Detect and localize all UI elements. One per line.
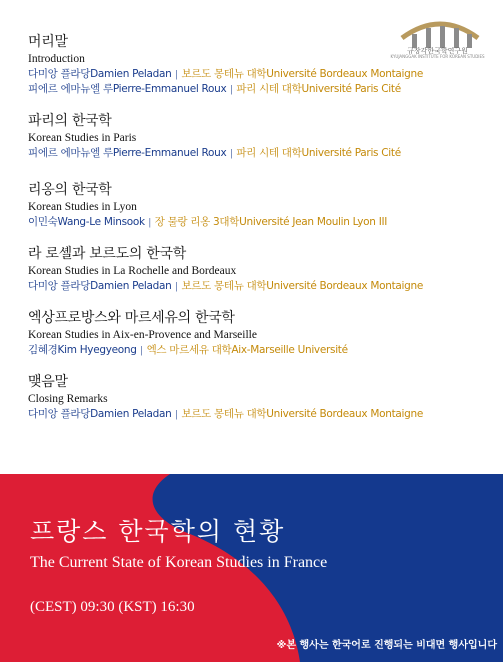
logo-subtitle: KYUJANGGAK INSTITUTE FOR KOREAN STUDIES (390, 54, 485, 59)
program-section (28, 372, 498, 422)
speaker-line (28, 215, 498, 230)
separator: | (230, 147, 233, 159)
speaker-affiliation: 파리 시테 대학Université Paris Cité (236, 147, 401, 159)
speaker-name: 피에르 에마뉴엘 루Pierre-Emmanuel Roux (28, 147, 227, 159)
banner-subtitle: The Current State of Korean Studies in France (30, 554, 328, 571)
speaker-line (28, 279, 498, 294)
separator: | (175, 68, 178, 80)
section-title-ko: 머리말 (28, 34, 68, 50)
separator: | (148, 216, 151, 228)
section-title-ko: 엑상프로방스와 마르세유의 한국학 (28, 310, 235, 326)
section-title-ko: 파리의 한국학 (28, 113, 112, 129)
separator: | (140, 344, 143, 356)
program-section (28, 180, 498, 230)
separator: | (175, 280, 178, 292)
speaker-name: 피에르 에마뉴엘 루Pierre-Emmanuel Roux (28, 83, 227, 95)
logo-name: 규장각한국학연구원 (407, 47, 468, 55)
section-title-ko: 라 로셸과 보르도의 한국학 (28, 246, 186, 262)
speaker-name: 다미앙 플라당Damien Peladan (28, 408, 172, 420)
separator: | (230, 83, 233, 95)
speaker-name: 김혜경Kim Hyegyeong (28, 344, 137, 356)
section-title-en: Korean Studies in Lyon (28, 201, 137, 213)
banner-title: 프랑스 한국학의 현황 (30, 517, 286, 546)
speaker-affiliation: 파리 시테 대학Université Paris Cité (236, 83, 401, 95)
section-title-ko: 맺음말 (28, 374, 68, 390)
program-section (28, 308, 498, 358)
speaker-line (28, 146, 498, 161)
speaker-affiliation: 보르도 몽테뉴 대학Université Bordeaux Montaigne (181, 408, 424, 420)
speaker-affiliation: 엑스 마르세유 대학Aix-Marseille Université (146, 344, 348, 356)
speaker-line (28, 67, 498, 82)
speaker-line (28, 82, 498, 97)
speaker-name: 다미앙 플라당Damien Peladan (28, 68, 172, 80)
separator: | (175, 408, 178, 420)
section-title-en: Korean Studies in Paris (28, 132, 137, 144)
section-title-en: Closing Remarks (28, 393, 108, 405)
speaker-line (28, 343, 498, 358)
speaker-line (28, 407, 498, 422)
section-title-en: Korean Studies in Aix-en-Provence and Marseille (28, 329, 257, 341)
section-title-en: Korean Studies in La Rochelle and Bordeaux (28, 265, 237, 277)
program-section (28, 111, 498, 161)
speaker-affiliation: 보르도 몽테뉴 대학Université Bordeaux Montaigne (181, 68, 424, 80)
speaker-affiliation: 보르도 몽테뉴 대학Université Bordeaux Montaigne (181, 280, 424, 292)
speaker-affiliation: 장 물랑 리옹 3대학Université Jean Moulin Lyon III (154, 216, 388, 228)
program-section (28, 32, 498, 97)
section-title-ko: 리옹의 한국학 (28, 182, 112, 198)
event-note: ※본 행사는 한국어로 진행되는 비대면 행사입니다 (276, 640, 497, 651)
event-time: (CEST) 09:30 (KST) 16:30 (30, 599, 195, 615)
speaker-name: 이민숙Wang-Le Minsook (28, 216, 145, 228)
program-list (28, 32, 498, 436)
speaker-name: 다미앙 플라당Damien Peladan (28, 280, 172, 292)
program-section (28, 244, 498, 294)
section-title-en: Introduction (28, 53, 85, 65)
